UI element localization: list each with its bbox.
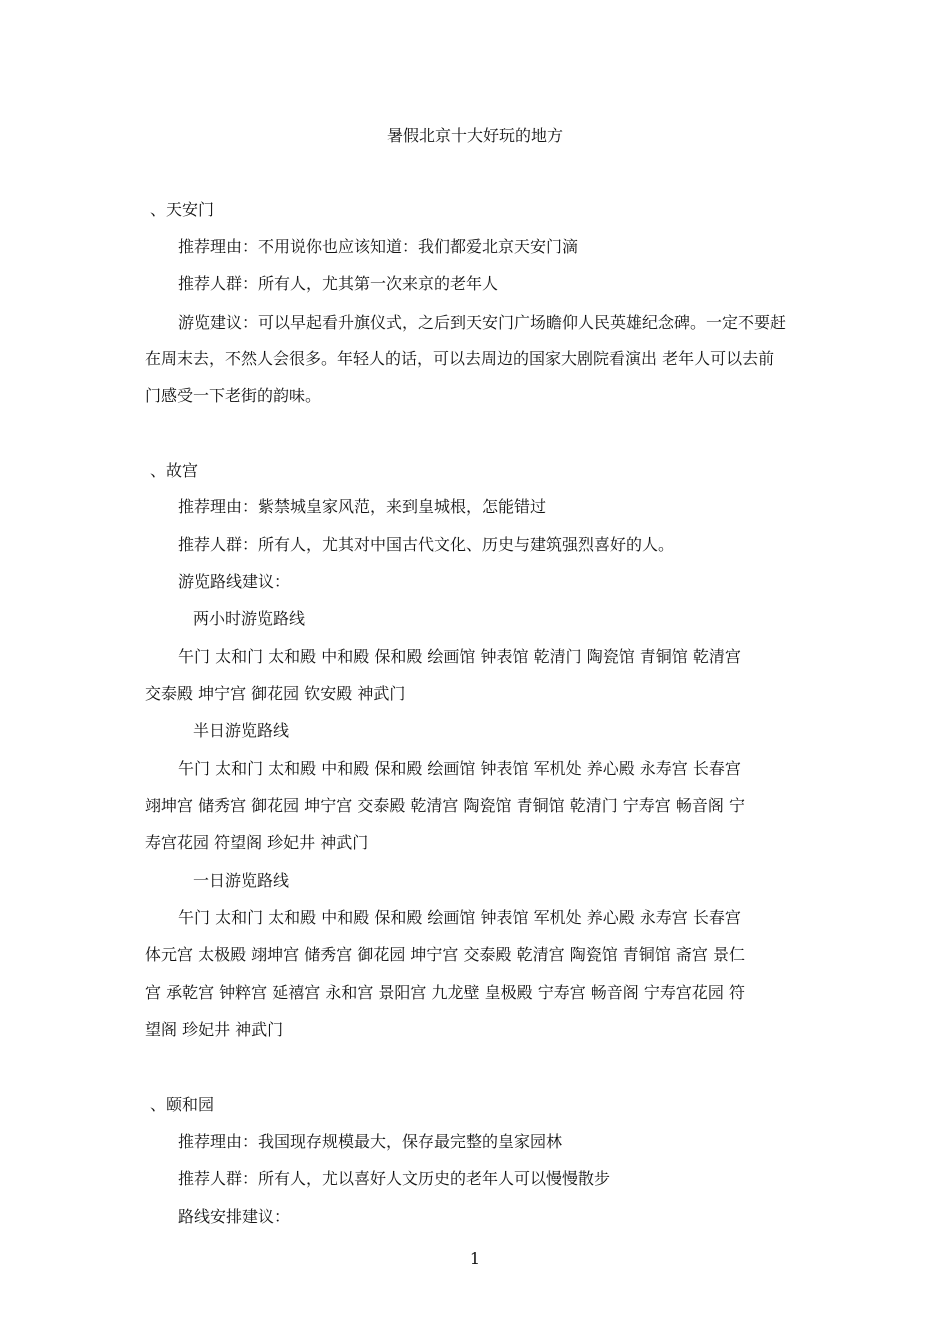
- route-stops-line: 翊坤宫 储秀宫 御花园 坤宁宫 交泰殿 乾清宫 陶瓷馆 青铜馆 乾清门 宁寿宫 畅音阁 宁: [145, 796, 745, 815]
- route-stops-line: 午门 太和门 太和殿 中和殿 保和殿 绘画馆 钟表馆 乾清门 陶瓷馆 青铜馆 乾清宫: [178, 647, 741, 666]
- visit-advice-line: 在周末去，不然人会很多。年轻人的话，可以去周边的国家大剧院看演出 老年人可以去前: [145, 349, 775, 368]
- route-intro: 游览路线建议：: [178, 572, 291, 591]
- page-number: 1: [469, 1249, 481, 1268]
- visit-advice-line: 门感受一下老街的韵味。: [145, 386, 322, 405]
- route-name-two-hour: 两小时游览路线: [193, 609, 306, 628]
- recommend-audience: 推荐人群：所有人，尤以喜好人文历史的老年人可以慢慢散步: [178, 1169, 611, 1188]
- recommend-reason: 推荐理由：紫禁城皇家风范，来到皇城根，怎能错过: [178, 497, 547, 516]
- route-stops-line: 午门 太和门 太和殿 中和殿 保和殿 绘画馆 钟表馆 军机处 养心殿 永寿宫 长春宫: [178, 759, 741, 778]
- route-name-half-day: 半日游览路线: [193, 721, 290, 740]
- recommend-audience: 推荐人群：所有人，尤其第一次来京的老年人: [178, 274, 499, 293]
- route-stops-line: 午门 太和门 太和殿 中和殿 保和殿 绘画馆 钟表馆 军机处 养心殿 永寿宫 长春宫: [178, 908, 741, 927]
- route-stops-line: 交泰殿 坤宁宫 御花园 钦安殿 神武门: [145, 684, 406, 703]
- route-stops-line: 体元宫 太极殿 翊坤宫 储秀宫 御花园 坤宁宫 交泰殿 乾清宫 陶瓷馆 青铜馆 斋宫 景仁: [145, 945, 745, 964]
- document-title: 暑假北京十大好玩的地方: [386, 126, 563, 145]
- section-heading-tiananmen: 、天安门: [150, 200, 215, 219]
- recommend-reason: 推荐理由：不用说你也应该知道：我们都爱北京天安门滴: [178, 237, 579, 256]
- route-intro: 路线安排建议：: [178, 1207, 291, 1226]
- recommend-reason: 推荐理由：我国现存规模最大，保存最完整的皇家园林: [178, 1132, 563, 1151]
- section-heading-yiheyuan: 、颐和园: [150, 1095, 215, 1114]
- route-stops-line: 寿宫花园 符望阁 珍妃井 神武门: [145, 833, 369, 852]
- visit-advice-line: 游览建议：可以早起看升旗仪式，之后到天安门广场瞻仰人民英雄纪念碑。一定不要赶: [178, 313, 787, 332]
- route-stops-line: 宫 承乾宫 钟粹宫 延禧宫 永和宫 景阳宫 九龙壁 皇极殿 宁寿宫 畅音阁 宁寿宫花园 符: [145, 983, 745, 1002]
- recommend-audience: 推荐人群：所有人，尤其对中国古代文化、历史与建筑强烈喜好的人。: [178, 535, 675, 554]
- section-heading-gugong: 、故宫: [150, 461, 199, 480]
- route-name-full-day: 一日游览路线: [193, 871, 290, 890]
- route-stops-line: 望阁 珍妃井 神武门: [145, 1020, 284, 1039]
